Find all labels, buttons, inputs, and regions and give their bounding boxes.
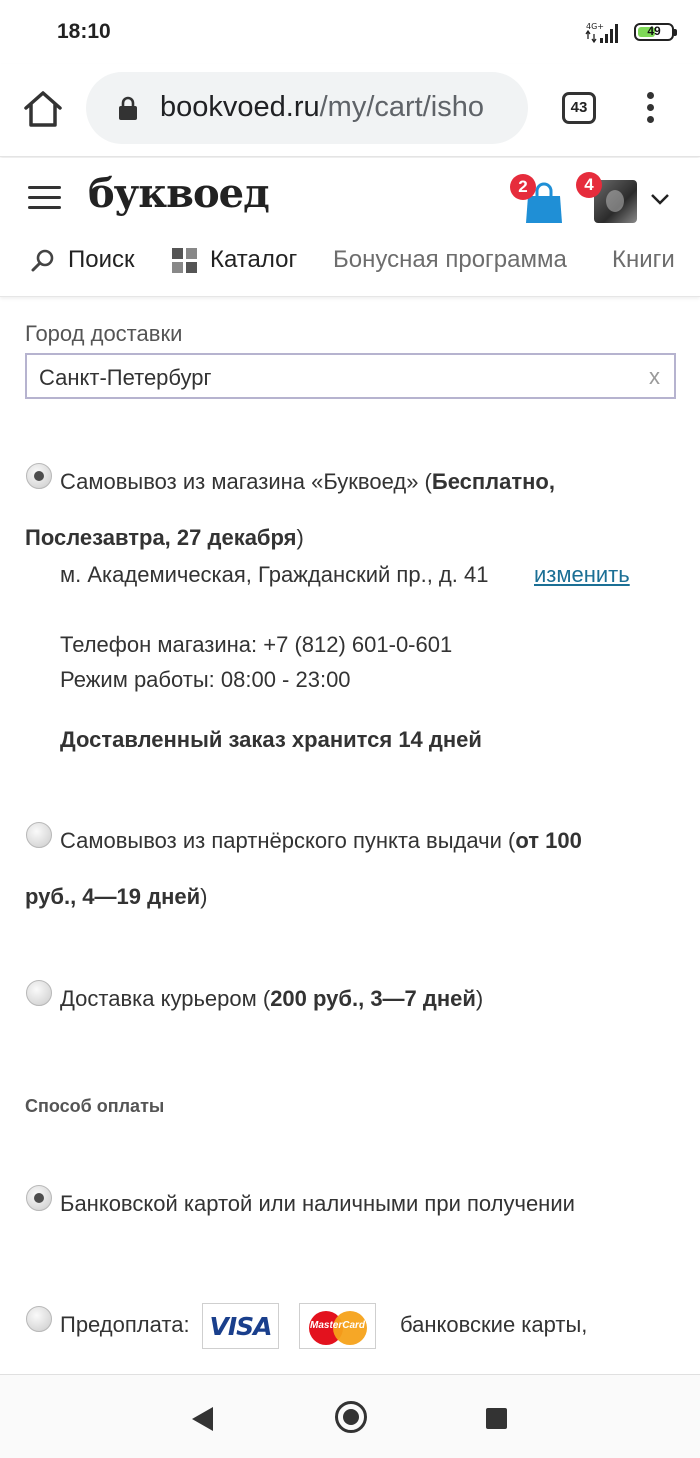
home-icon[interactable]: [22, 88, 64, 130]
url-domain: bookvoed.ru: [160, 91, 320, 123]
battery-level: 49: [647, 24, 661, 38]
store-phone: Телефон магазина: +7 (812) 601-0-601: [60, 632, 453, 657]
city-label: Город доставки: [25, 321, 183, 346]
city-field[interactable]: [25, 353, 676, 399]
chevron-down-icon[interactable]: [650, 192, 670, 206]
status-bar: [0, 0, 700, 64]
nav-search[interactable]: Поиск: [68, 246, 135, 273]
payment-section-title: Способ оплаты: [25, 1096, 165, 1116]
address-bar[interactable]: [86, 72, 528, 144]
browser-toolbar: [0, 64, 700, 157]
site-header: [0, 158, 700, 297]
courier-label: Доставка курьером (200 руб., 3—7 дней): [60, 986, 484, 1011]
bank-cards-text: банковские карты,: [400, 1312, 588, 1337]
pickup-partner-label: Самовывоз из партнёрского пункта выдачи (от 100: [60, 828, 582, 853]
battery-icon: [634, 23, 674, 41]
visa-logo: VISA: [202, 1303, 279, 1349]
system-nav-bar: [0, 1374, 700, 1458]
network-type: 4G+: [586, 22, 604, 31]
back-icon[interactable]: [192, 1407, 213, 1431]
store-address: м. Академическая, Гражданский пр., д. 41: [60, 562, 489, 587]
radio-prepay[interactable]: [26, 1306, 52, 1332]
home-circle-icon[interactable]: [335, 1401, 367, 1433]
more-menu-icon[interactable]: [640, 92, 660, 128]
lock-icon: [118, 96, 138, 120]
status-time: 18:10: [57, 20, 111, 43]
pickup-partner-label-cont: руб., 4—19 дней): [25, 884, 208, 909]
radio-pickup-store[interactable]: [26, 463, 52, 489]
tab-switcher-button[interactable]: 43: [562, 92, 596, 124]
pay-on-receipt-label: Банковской картой или наличными при получении: [60, 1191, 575, 1216]
recent-apps-icon[interactable]: [486, 1408, 507, 1429]
pickup-store-label: Самовывоз из магазина «Буквоед» (Бесплатно,: [60, 469, 555, 494]
url-path: /my/cart/isho: [319, 91, 484, 123]
radio-pay-on-receipt[interactable]: [26, 1185, 52, 1211]
url-text: [160, 91, 484, 124]
nav-bonus-program[interactable]: Бонусная программа: [333, 246, 567, 273]
radio-courier[interactable]: [26, 980, 52, 1006]
clear-city-icon[interactable]: x: [649, 364, 660, 389]
storage-note: Доставленный заказ хранится 14 дней: [60, 727, 482, 752]
pickup-store-label-cont: Послезавтра, 27 декабря): [25, 525, 304, 550]
signal-icon: [584, 20, 624, 44]
nav-catalog[interactable]: Каталог: [210, 246, 298, 273]
nav-books[interactable]: Книги: [612, 246, 675, 273]
mastercard-logo: MasterCard: [299, 1303, 376, 1349]
radio-pickup-partner[interactable]: [26, 822, 52, 848]
hamburger-menu-icon[interactable]: [28, 186, 61, 210]
site-logo[interactable]: буквоед: [88, 170, 269, 217]
cart-count-badge: 2: [510, 174, 536, 200]
search-icon: [30, 248, 56, 274]
change-store-link[interactable]: изменить: [534, 562, 630, 587]
city-value: Санкт-Петербург: [39, 365, 212, 390]
catalog-grid-icon: [172, 248, 198, 274]
prepay-label: Предоплата:: [60, 1312, 190, 1337]
main-nav: [0, 240, 700, 280]
store-hours: Режим работы: 08:00 - 23:00: [60, 667, 351, 692]
notifications-badge: 4: [576, 172, 602, 198]
